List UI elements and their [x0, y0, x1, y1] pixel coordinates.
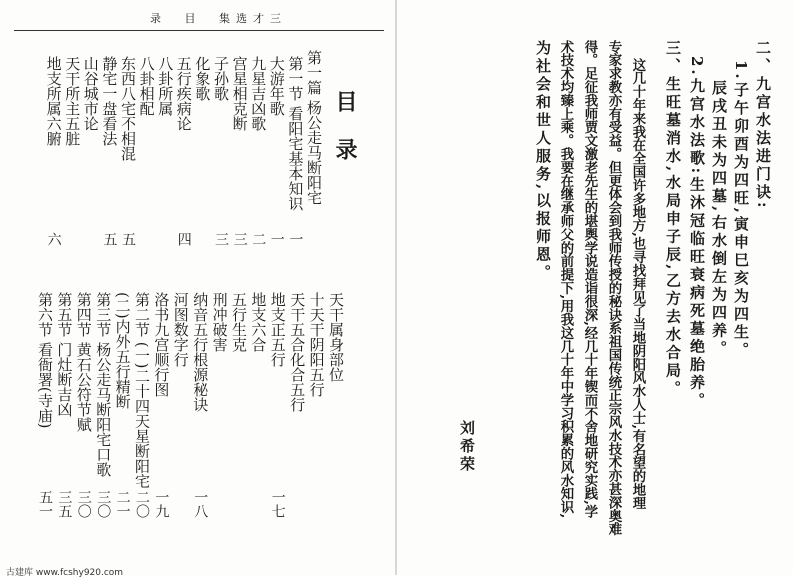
toc-entry-page: 一八: [192, 490, 209, 518]
toc-entry-page: 三: [213, 232, 229, 246]
toc-entry-page: 二〇: [134, 490, 150, 518]
toc-entry-title: 静宅一盘看法: [100, 56, 119, 146]
body-line: 2.九宫水法歌:生沐冠临旺衰病死墓绝胎养。: [688, 56, 706, 411]
toc-entry-page: 一: [287, 232, 304, 246]
toc-entry-title: 地支正五行: [268, 292, 287, 367]
toc-entry-title: 十天干阴阳五行: [307, 292, 326, 397]
toc-entry-title: 子孙歌: [212, 56, 230, 101]
toc-entry-page: 一九: [153, 490, 170, 518]
toc-entry-title: 天干属身部位: [327, 292, 345, 382]
toc-entry-page: 一七: [269, 490, 286, 518]
toc-entry-title: 第五节 门灶断吉凶: [55, 292, 74, 417]
toc-entry-page: 三五: [56, 490, 73, 518]
toc-title: 目录: [332, 90, 358, 186]
toc-entry-title: 东西八宅不相混: [119, 56, 137, 161]
toc-entry-title: 第一篇 杨公走马断阳宅: [305, 50, 323, 205]
toc-entry-page: 二一: [114, 490, 131, 518]
toc-entry-page: 六: [45, 232, 62, 246]
running-head-part: 集选才三: [219, 12, 287, 25]
toc-entry-title: 河图数字行: [171, 292, 190, 367]
toc-entry-title: 地支六合: [249, 292, 268, 352]
toc-entry-title: 化象歌: [193, 56, 212, 101]
body-line: 术技术均臻上乘。我要在继承师父的前提下,用我这几十年中学习积累的风水知识,: [558, 40, 574, 519]
toc-entry-title: 第四节 黄石公符节赋: [74, 292, 93, 432]
body-line: 这几十年来我在全国许多地方,也寻找拜见了当地阴阳风水人士,有名望的地理: [630, 58, 646, 510]
toc-entry-page: 二: [250, 232, 267, 246]
body-line: 专家求教亦有受益。但更体会到我师传授的秘诀系祖国传统正宗风水技术亦甚深奥难: [606, 40, 622, 536]
toc-entry-title: 八卦所属: [156, 56, 175, 116]
toc-entry-title: 第二节 (一)二十四天星断阳宅: [133, 292, 151, 489]
toc-entry-title: 五行疾病论: [174, 56, 193, 131]
toc-entry-page: 三: [231, 232, 248, 246]
toc-entry-page: 五: [101, 232, 118, 246]
header-rule: [14, 30, 384, 31]
toc-page: [0, 0, 397, 575]
toc-entry-title: 宫星相克断: [230, 56, 249, 131]
toc-entry-title: 五行生克: [230, 292, 248, 352]
body-line: 三、生旺墓消水,水局申子辰,乙方去水合局。: [664, 40, 682, 399]
toc-entry-page: 五一: [37, 490, 53, 518]
body-line: 二、九宫水法进门诀:: [754, 40, 772, 211]
running-head-part: 目: [184, 12, 202, 25]
running-head: [150, 10, 295, 26]
body-line: 为社会和世人服务,以报师恩。: [534, 40, 552, 283]
toc-entry-title: 纳音五行根源秘诀: [191, 292, 210, 412]
toc-entry: [33, 292, 55, 572]
body-line: 1.子午卯酉为四旺,寅申巳亥为四生。: [732, 60, 750, 360]
text-page: [397, 0, 793, 575]
toc-entry-page: 三〇: [95, 490, 112, 518]
toc-entry-page: 三〇: [75, 490, 92, 518]
toc-entry-page: 五: [120, 232, 136, 246]
toc-entry-title: 山谷城市论: [81, 56, 100, 131]
toc-entry-title: 九星吉凶歌: [249, 56, 268, 131]
toc-entry-title: (二)内外五行精断: [113, 292, 132, 409]
toc-entry-title: 第一节 看阳宅基本知识: [286, 56, 305, 211]
running-head-part: 录: [150, 12, 167, 25]
toc-entry-title: 刑冲破害: [210, 292, 229, 352]
toc-entry-page: 四: [175, 232, 192, 246]
body-line: 得。足征我师贾文激老先生的堪舆学说造诣很深,经几十年锲而不舍地研究实践,学: [582, 40, 598, 519]
toc-entry-page: 一: [268, 232, 285, 246]
toc-entry-title: 地支所属六腑: [44, 56, 63, 146]
toc-entry-title: 第三节 杨公走马断阳宅口歌: [94, 292, 113, 477]
toc-entry-title: 天干所主五脏: [63, 56, 82, 146]
toc-entry-title: 八卦相配: [137, 56, 156, 116]
toc-entry-title: 第六节 看衙署(寺庙): [36, 292, 54, 429]
toc-entry-title: 天干五合化合五行: [288, 292, 307, 412]
author-signature: 刘希荣: [458, 420, 476, 474]
toc-entry-title: 洛书九宫顺行图: [152, 292, 171, 397]
toc-entry-title: 大游年歌: [267, 56, 286, 116]
body-line: 辰戌丑未为四墓,右水倒左为四养。: [710, 80, 728, 359]
watermark-footer: 古建库 www.fcshy920.com: [6, 568, 124, 578]
